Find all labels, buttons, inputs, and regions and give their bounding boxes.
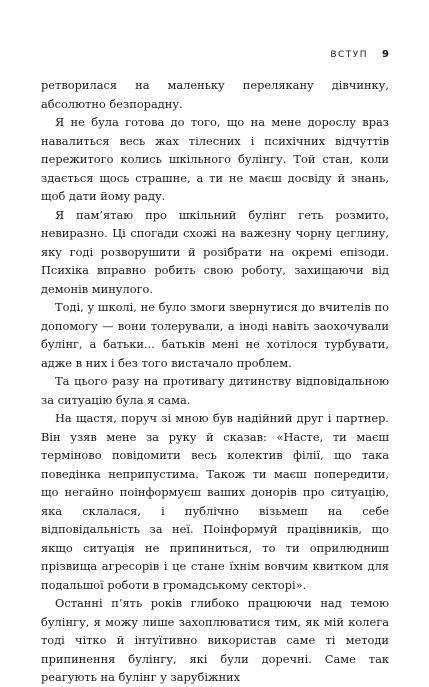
paragraph: Та цього разу на противагу дитинству відповідальною за ситуацію була я сама. (41, 374, 389, 407)
paragraph-continuation: ретворилася на маленьку перелякану дівчинку, абсолютно безпорадну. (41, 78, 389, 111)
paragraph: На щастя, поруч зі мною був надійний друг і партнер. Він узяв мене за руку й сказав: «Насте, ти маєш терміново повідомити весь колектив філії, що така поведінка неприпустима. Також ти маєш попередити, що негайно поінформуєш ваших донорів про ситуацію, яка склалася, і публічно візьмеш на себе відповідальність за неї. Поінформуй працівників, що якщо ситуація не припиниться, то ти оприлюдниш прізвища агресорів і це стане їхнім вовчим квитком для подальшої роботи в громадському секторі». (41, 411, 389, 592)
page-number: 9 (382, 49, 389, 60)
running-head (330, 49, 389, 60)
paragraph: Останні п’ять років глибоко працюючи над темою булінгу, я можу лише захоплюватися тим, як мій колега тоді чітко й інтуїтивно використав саме ті методи припинення булінгу, які були доречні. Саме так реагують на булінг у зарубіжних (41, 596, 389, 684)
body-text (41, 76, 389, 687)
paragraph: Я не була готова до того, що на мене дорослу враз навалиться весь жах тілесних і психічних відчуттів пережитого колись шкільного булінгу. Той стан, коли здається щось страшне, а ти не маєш досвіду й знань, щоб дати йому раду. (41, 115, 389, 203)
paragraph: Я пам’ятаю про шкільний булінг геть розмито, невиразно. Ці спогади схожі на важезну чорну цеглину, яку годі розворушити й розібрати на окремі епізоди. Психіка вправно робить свою роботу, захищаючи від демонів минулого. (41, 207, 389, 296)
section-title: ВСТУП (330, 50, 369, 60)
paragraph: Тоді, у школі, не було змоги звернутися до вчителів по допомогу — вони толерували, а іноді навіть заохочували булінг, а батьки... батьків мені не хотілося турбувати, адже в них і без того вистачало проблем. (41, 300, 389, 370)
